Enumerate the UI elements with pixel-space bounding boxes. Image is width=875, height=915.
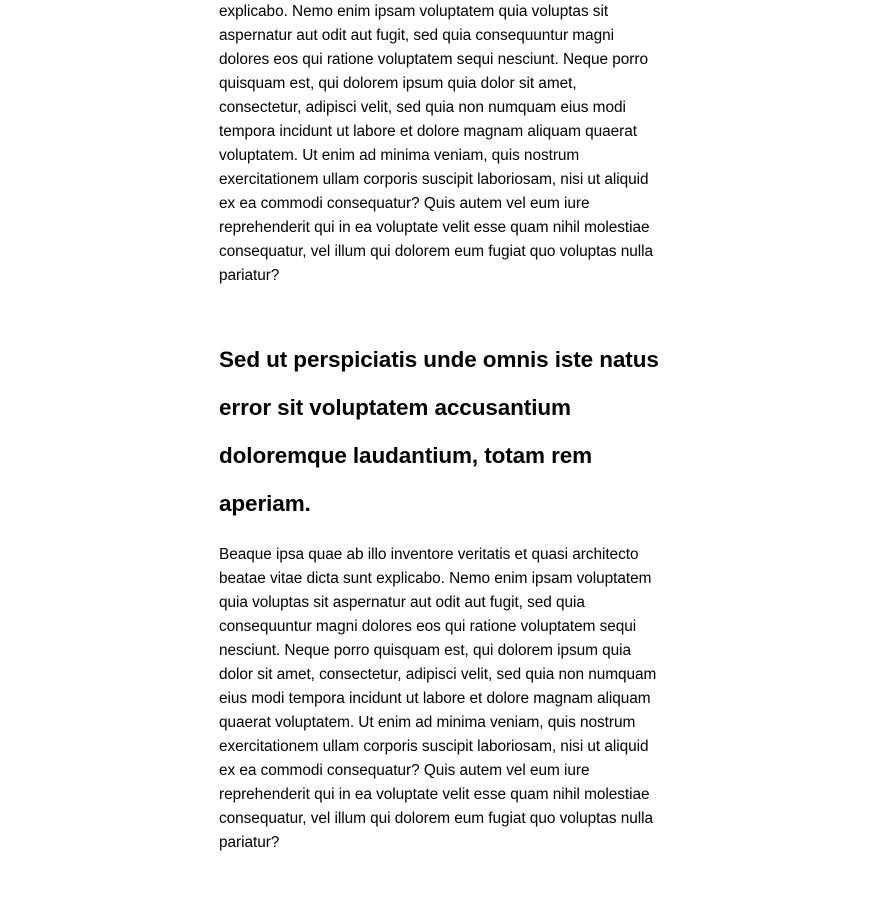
article-paragraph-top: explicabo. Nemo enim ipsam voluptatem quia voluptas sit aspernatur aut odit aut fugit, sed quia consequuntur magni dolores eos qui ratione voluptatem sequi nesciunt. Neque porro quisquam est, qui dolorem ipsum quia dolor sit amet, consectetur, adipisci velit, sed quia non numquam eius modi tempora incidunt ut labore et dolore magnam aliquam quaerat voluptatem. Ut enim ad minima veniam, quis nostrum exercitationem ullam corporis suscipit laboriosam, nisi ut aliquid ex ea commodi consequatur? Quis autem vel eum iure reprehenderit qui in ea voluptate velit esse quam nihil molestiae consequatur, vel illum qui dolorem eum fugiat quo voluptas nulla pariatur? [219,3,653,284]
article-paragraph-bottom: Beaque ipsa quae ab illo inventore veritatis et quasi architecto beatae vitae dicta sunt explicabo. Nemo enim ipsam voluptatem quia voluptas sit aspernatur aut odit aut fugit, sed quia consequuntur magni dolores eos qui ratione voluptatem sequi nesciunt. Neque porro quisquam est, qui dolorem ipsum quia dolor sit amet, consectetur, adipisci velit, sed quia non numquam eius modi tempora incidunt ut labore et dolore magnam aliquam quaerat voluptatem. Ut enim ad minima veniam, quis nostrum exercitationem ullam corporis suscipit laboriosam, nisi ut aliquid ex ea commodi consequatur? Quis autem vel eum iure reprehenderit qui in ea voluptate velit esse quam nihil molestiae consequatur, vel illum qui dolorem eum fugiat quo voluptas nulla pariatur? [219,546,657,851]
article-heading: Sed ut perspiciatis unde omnis iste natus error sit voluptatem accusantium doloremque laudantium, totam rem aperiam. [219,347,659,516]
